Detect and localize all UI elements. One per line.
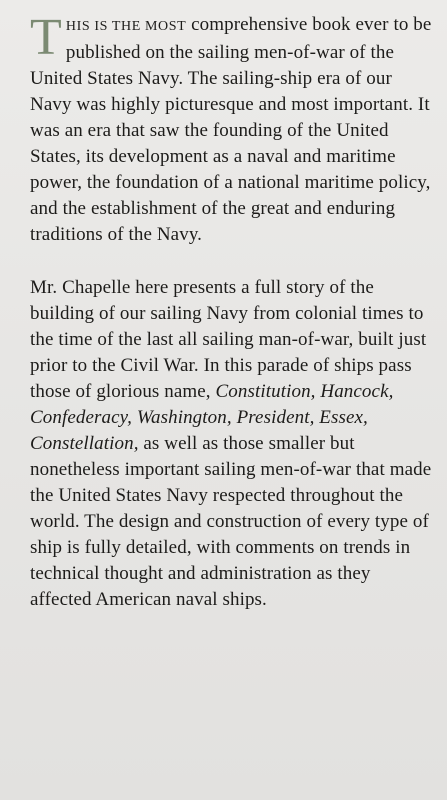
intro-text: comprehensive book ever to be published on the sailing men-of-war of the United States Navy. The sailing-ship era of our Navy was highly picturesque and most important. It was an era that saw the founding of the United States, its development as a naval and maritime power, the foundation of a national maritime policy, and the establishment of the great and enduring traditions of the Navy. bbox=[30, 14, 432, 245]
drop-cap: T bbox=[30, 9, 62, 66]
intro-paragraph bbox=[30, 9, 433, 248]
ship-names: Constitution, Hancock, Confederacy, Washington, President, Essex, Constellation, bbox=[30, 381, 394, 454]
small-caps-lead: HIS IS THE MOST bbox=[65, 19, 187, 34]
description-text-start: Mr. Chapelle here presents a full story of the building of our sailing Navy from colonial times to the time of the last all sailing man-of-war, built just prior to the Civil War. In this parade of ships pass those of glorious name, bbox=[30, 277, 427, 402]
description-text-end: as well as those smaller but nonetheless important sailing men-of-war that made the United States Navy respected throughout the world. The design and construction of every type of ship is fully detailed, with comments on trends in technical thought and administration as they affected American naval ships. bbox=[30, 433, 432, 610]
description-paragraph bbox=[30, 275, 433, 613]
